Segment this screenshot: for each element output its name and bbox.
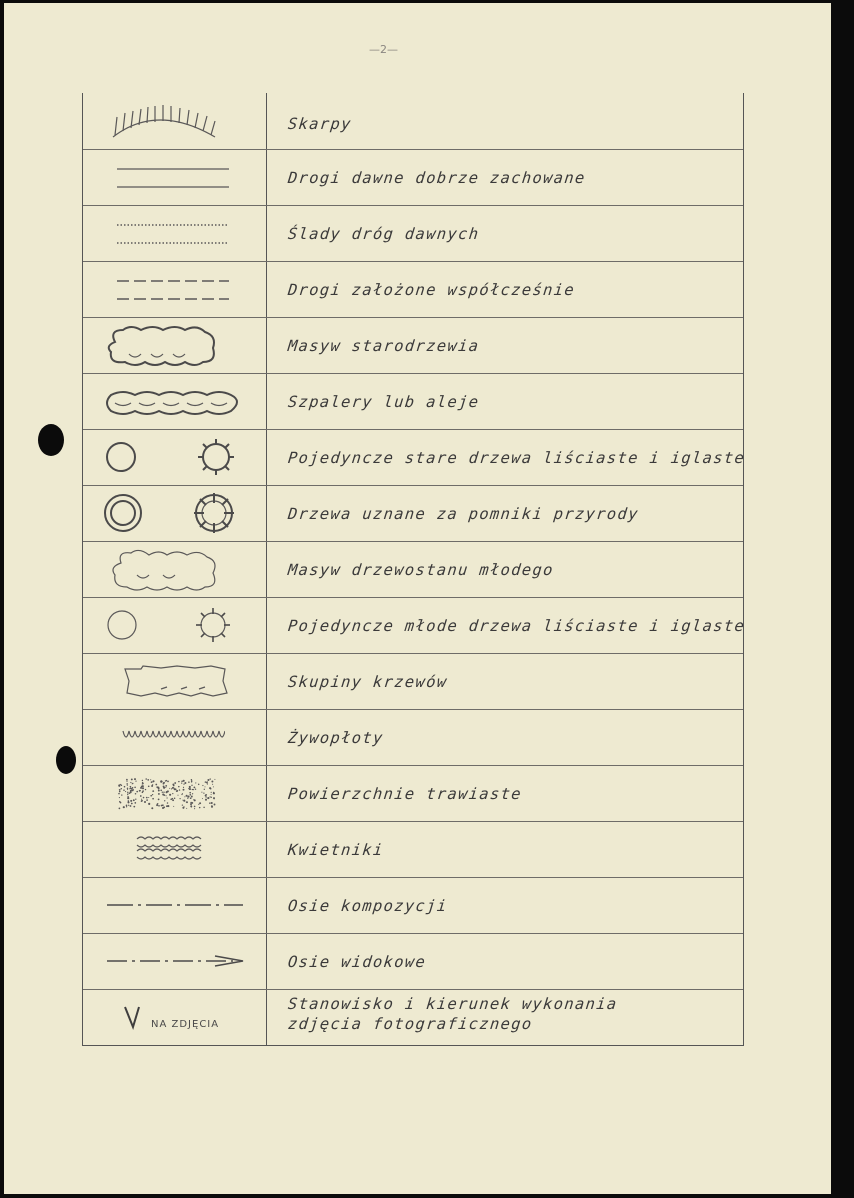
legend-label: Masyw drzewostanu młodego [287, 561, 555, 579]
page-number: —2— [369, 43, 398, 56]
legend-row [83, 261, 743, 317]
legend-row [83, 821, 743, 877]
legend-label: Masyw starodrzewia [287, 337, 481, 355]
legend-row [83, 765, 743, 821]
composition-axis-symbol [105, 901, 245, 909]
young-stand-mass-symbol [107, 547, 223, 593]
hedge-symbol [121, 727, 225, 745]
legend-row [83, 653, 743, 709]
legend-label: Żywopłoty [287, 729, 385, 747]
espalier-symbol [101, 387, 247, 417]
modern-road-symbol [115, 275, 231, 305]
legend-row [83, 205, 743, 261]
legend-label: Ślady dróg dawnych [287, 225, 481, 243]
punch-hole [56, 746, 76, 774]
legend-label: Drzewa uznane za pomniki przyrody [287, 505, 640, 523]
old-road-traces-symbol [115, 219, 231, 249]
legend-label: Drogi dawne dobrze zachowane [287, 169, 587, 187]
legend-label: Szpalery lub aleje [287, 393, 481, 411]
old-tree-mass-symbol [101, 324, 221, 368]
escarpment-symbol [107, 101, 227, 141]
single-old-trees-symbol [101, 437, 241, 477]
legend-label: Osie widokowe [287, 953, 428, 971]
photo-symbol-text: NA ZDJĘCIA [151, 1019, 220, 1030]
legend-row [83, 149, 743, 205]
legend-label: Drogi założone współcześnie [287, 281, 577, 299]
document-page [4, 3, 831, 1194]
legend-label: Stanowisko i kierunek wykonania [287, 995, 619, 1013]
natural-monument-trees-symbol [101, 491, 241, 535]
legend-label: Pojedyncze stare drzewa liściaste i iglaste [287, 449, 747, 467]
legend-label: Pojedyncze młode drzewa liściaste i iglaste [287, 617, 747, 635]
flowerbed-symbol [133, 833, 217, 865]
legend-row [83, 429, 747, 485]
legend-row [83, 93, 743, 149]
legend-label: Powierzchnie trawiaste [287, 785, 523, 803]
legend-table [82, 93, 747, 1046]
photo-position-symbol [123, 1003, 243, 1035]
legend-row [83, 317, 743, 373]
punch-hole [38, 424, 64, 456]
legend-label-line2: zdjęcia fotograficznego [287, 1015, 534, 1033]
old-road-preserved-symbol [115, 163, 231, 193]
legend-label: Kwietniki [287, 841, 385, 859]
grass-surface-symbol [117, 777, 217, 811]
legend-row [83, 597, 747, 653]
legend-label: Skupiny krzewów [287, 673, 449, 691]
legend-row [83, 989, 743, 1045]
shrub-group-symbol [121, 663, 231, 699]
legend-row [83, 541, 743, 597]
legend-row [83, 709, 743, 765]
view-axis-symbol [105, 953, 245, 969]
legend-row [83, 877, 743, 933]
legend-row [83, 485, 743, 541]
legend-row [83, 373, 743, 429]
legend-label: Osie kompozycji [287, 897, 449, 915]
legend-label: Skarpy [287, 115, 353, 133]
single-young-trees-symbol [101, 605, 241, 645]
legend-row [83, 933, 743, 989]
